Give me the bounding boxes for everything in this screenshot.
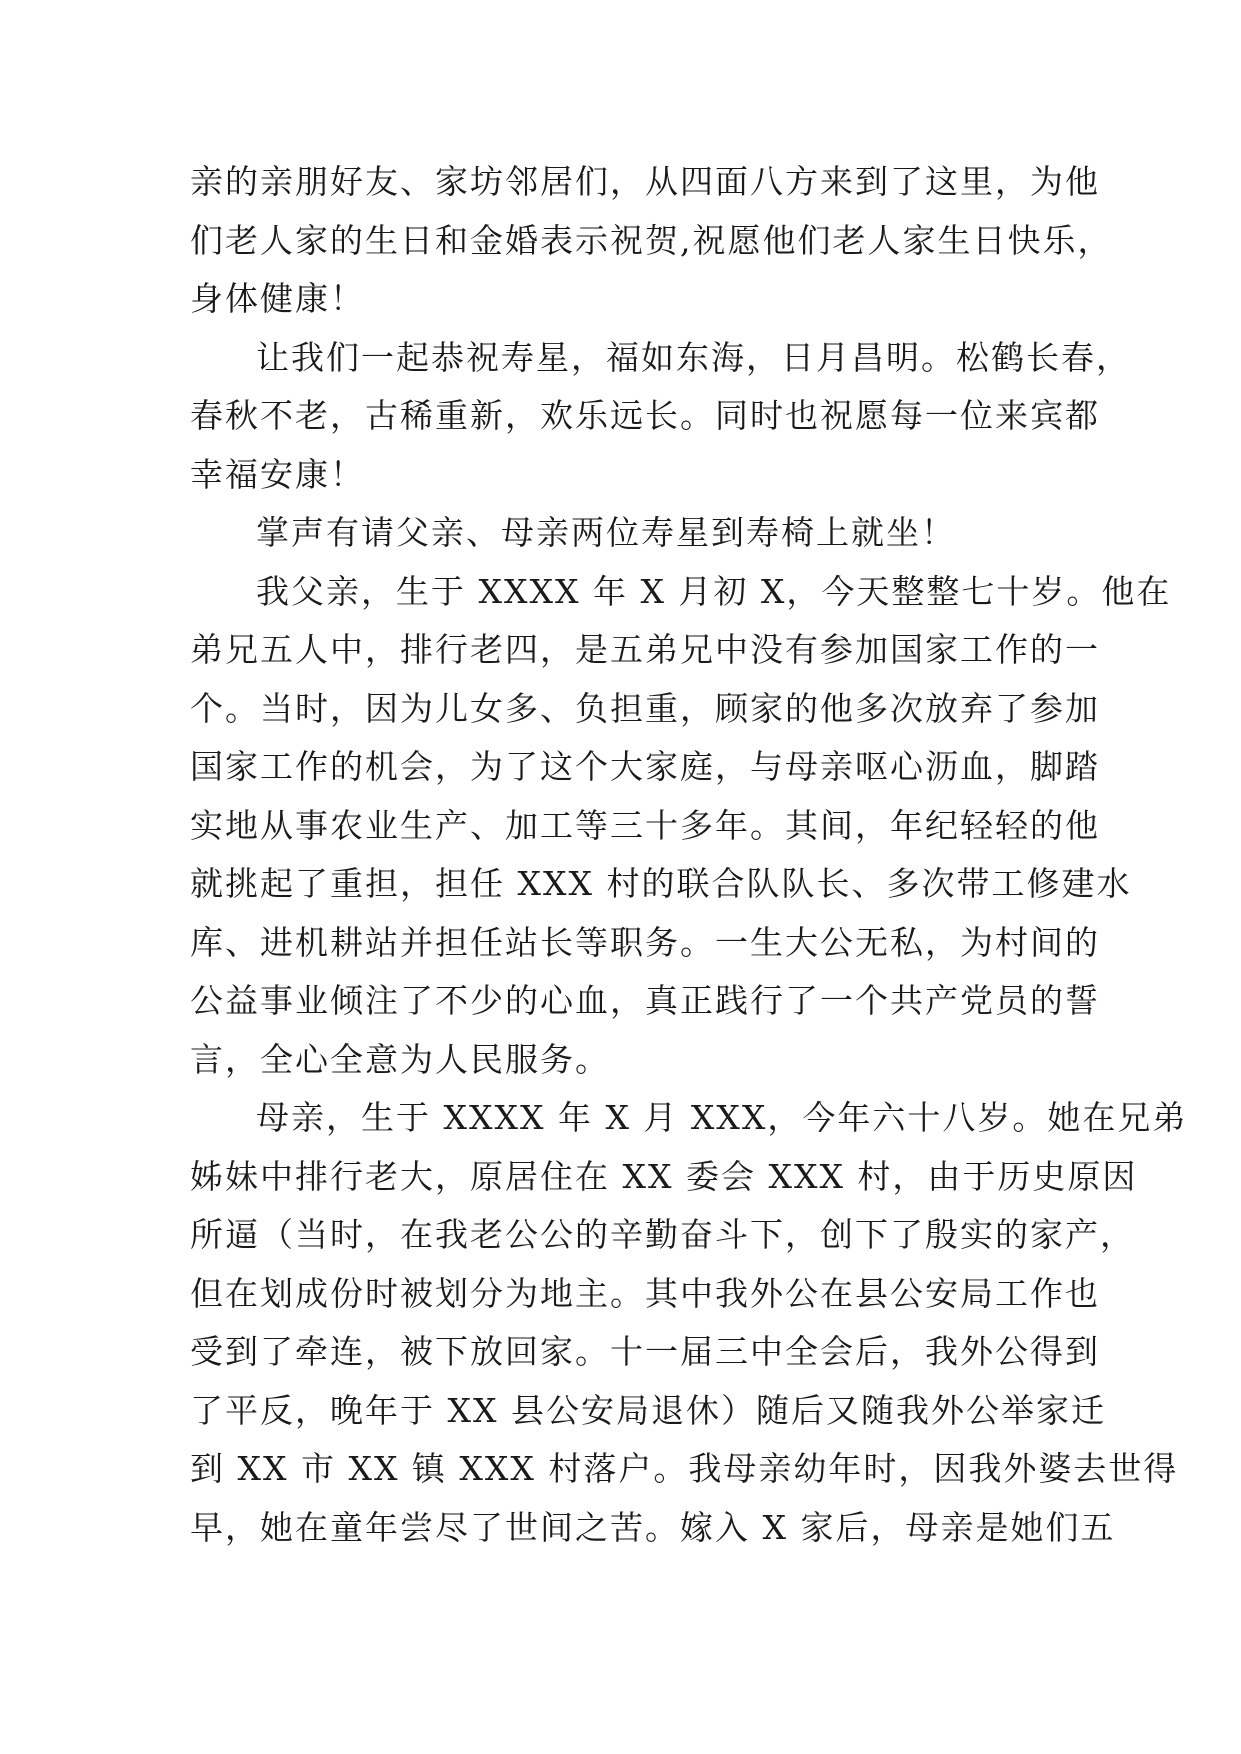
text-line: 让我们一起恭祝寿星，福如东海，日月昌明。松鹤长春， [256, 337, 1131, 377]
text-line: 到 XX 市 XX 镇 XXX 村落户。我母亲幼年时，因我外婆去世得 [190, 1449, 1179, 1488]
text-line: 但在划成份时被划分为地主。其中我外公在县公安局工作也 [190, 1273, 1100, 1313]
text-line: 母亲，生于 XXXX 年 X 月 XXX，今年六十八岁。她在兄弟 [256, 1098, 1188, 1137]
text-line: 实地从事农业生产、加工等三十多年。其间，年纪轻轻的他 [190, 805, 1100, 845]
text-line: 们老人家的生日和金婚表示祝贺,祝愿他们老人家生日快乐， [190, 220, 1113, 260]
text-line: 个。当时，因为儿女多、负担重，顾家的他多次放弃了参加 [190, 688, 1100, 728]
document-body [190, 153, 1188, 1557]
text-line: 库、进机耕站并担任站长等职务。一生大公无私，为村间的 [190, 922, 1100, 962]
text-line: 弟兄五人中，排行老四，是五弟兄中没有参加国家工作的一 [190, 630, 1100, 669]
text-line: 幸福安康！ [190, 454, 365, 494]
text-line: 我父亲，生于 XXXX 年 X 月初 X，今天整整七十岁。他在 [256, 571, 1172, 611]
text-line: 了平反，晚年于 XX 县公安局退休）随后又随我外公举家迁 [190, 1390, 1106, 1430]
text-line: 姊妹中排行老大，原居住在 XX 委会 XXX 村，由于历史原因 [190, 1156, 1138, 1196]
text-line: 言，全心全意为人民服务。 [190, 1039, 610, 1079]
paragraph [190, 153, 1113, 329]
text-line: 公益事业倾注了不少的心血，真正践行了一个共产党员的誓 [190, 981, 1100, 1020]
text-line: 亲的亲朋好友、家坊邻居们，从四面八方来到了这里，为他 [190, 162, 1100, 201]
text-line: 所逼（当时，在我老公公的辛勤奋斗下，创下了殷实的家产， [190, 1215, 1135, 1254]
text-line: 春秋不老，古稀重新，欢乐远长。同时也祝愿每一位来宾都 [190, 396, 1100, 435]
paragraph [190, 329, 1131, 505]
text-line: 身体健康！ [190, 279, 365, 318]
text-line: 就挑起了重担，担任 XXX 村的联合队队长、多次带工修建水 [190, 864, 1132, 903]
text-line: 受到了牵连，被下放回家。十一届三中全会后，我外公得到 [190, 1332, 1100, 1371]
paragraph [190, 1089, 1188, 1557]
text-line: 掌声有请父亲、母亲两位寿星到寿椅上就坐！ [256, 513, 956, 552]
text-line: 早，她在童年尝尽了世间之苦。嫁入 X 家后，母亲是她们五 [190, 1507, 1116, 1547]
paragraph [190, 504, 1090, 563]
paragraph [190, 563, 1172, 1090]
text-line: 国家工作的机会，为了这个大家庭，与母亲呕心沥血，脚踏 [190, 747, 1100, 786]
